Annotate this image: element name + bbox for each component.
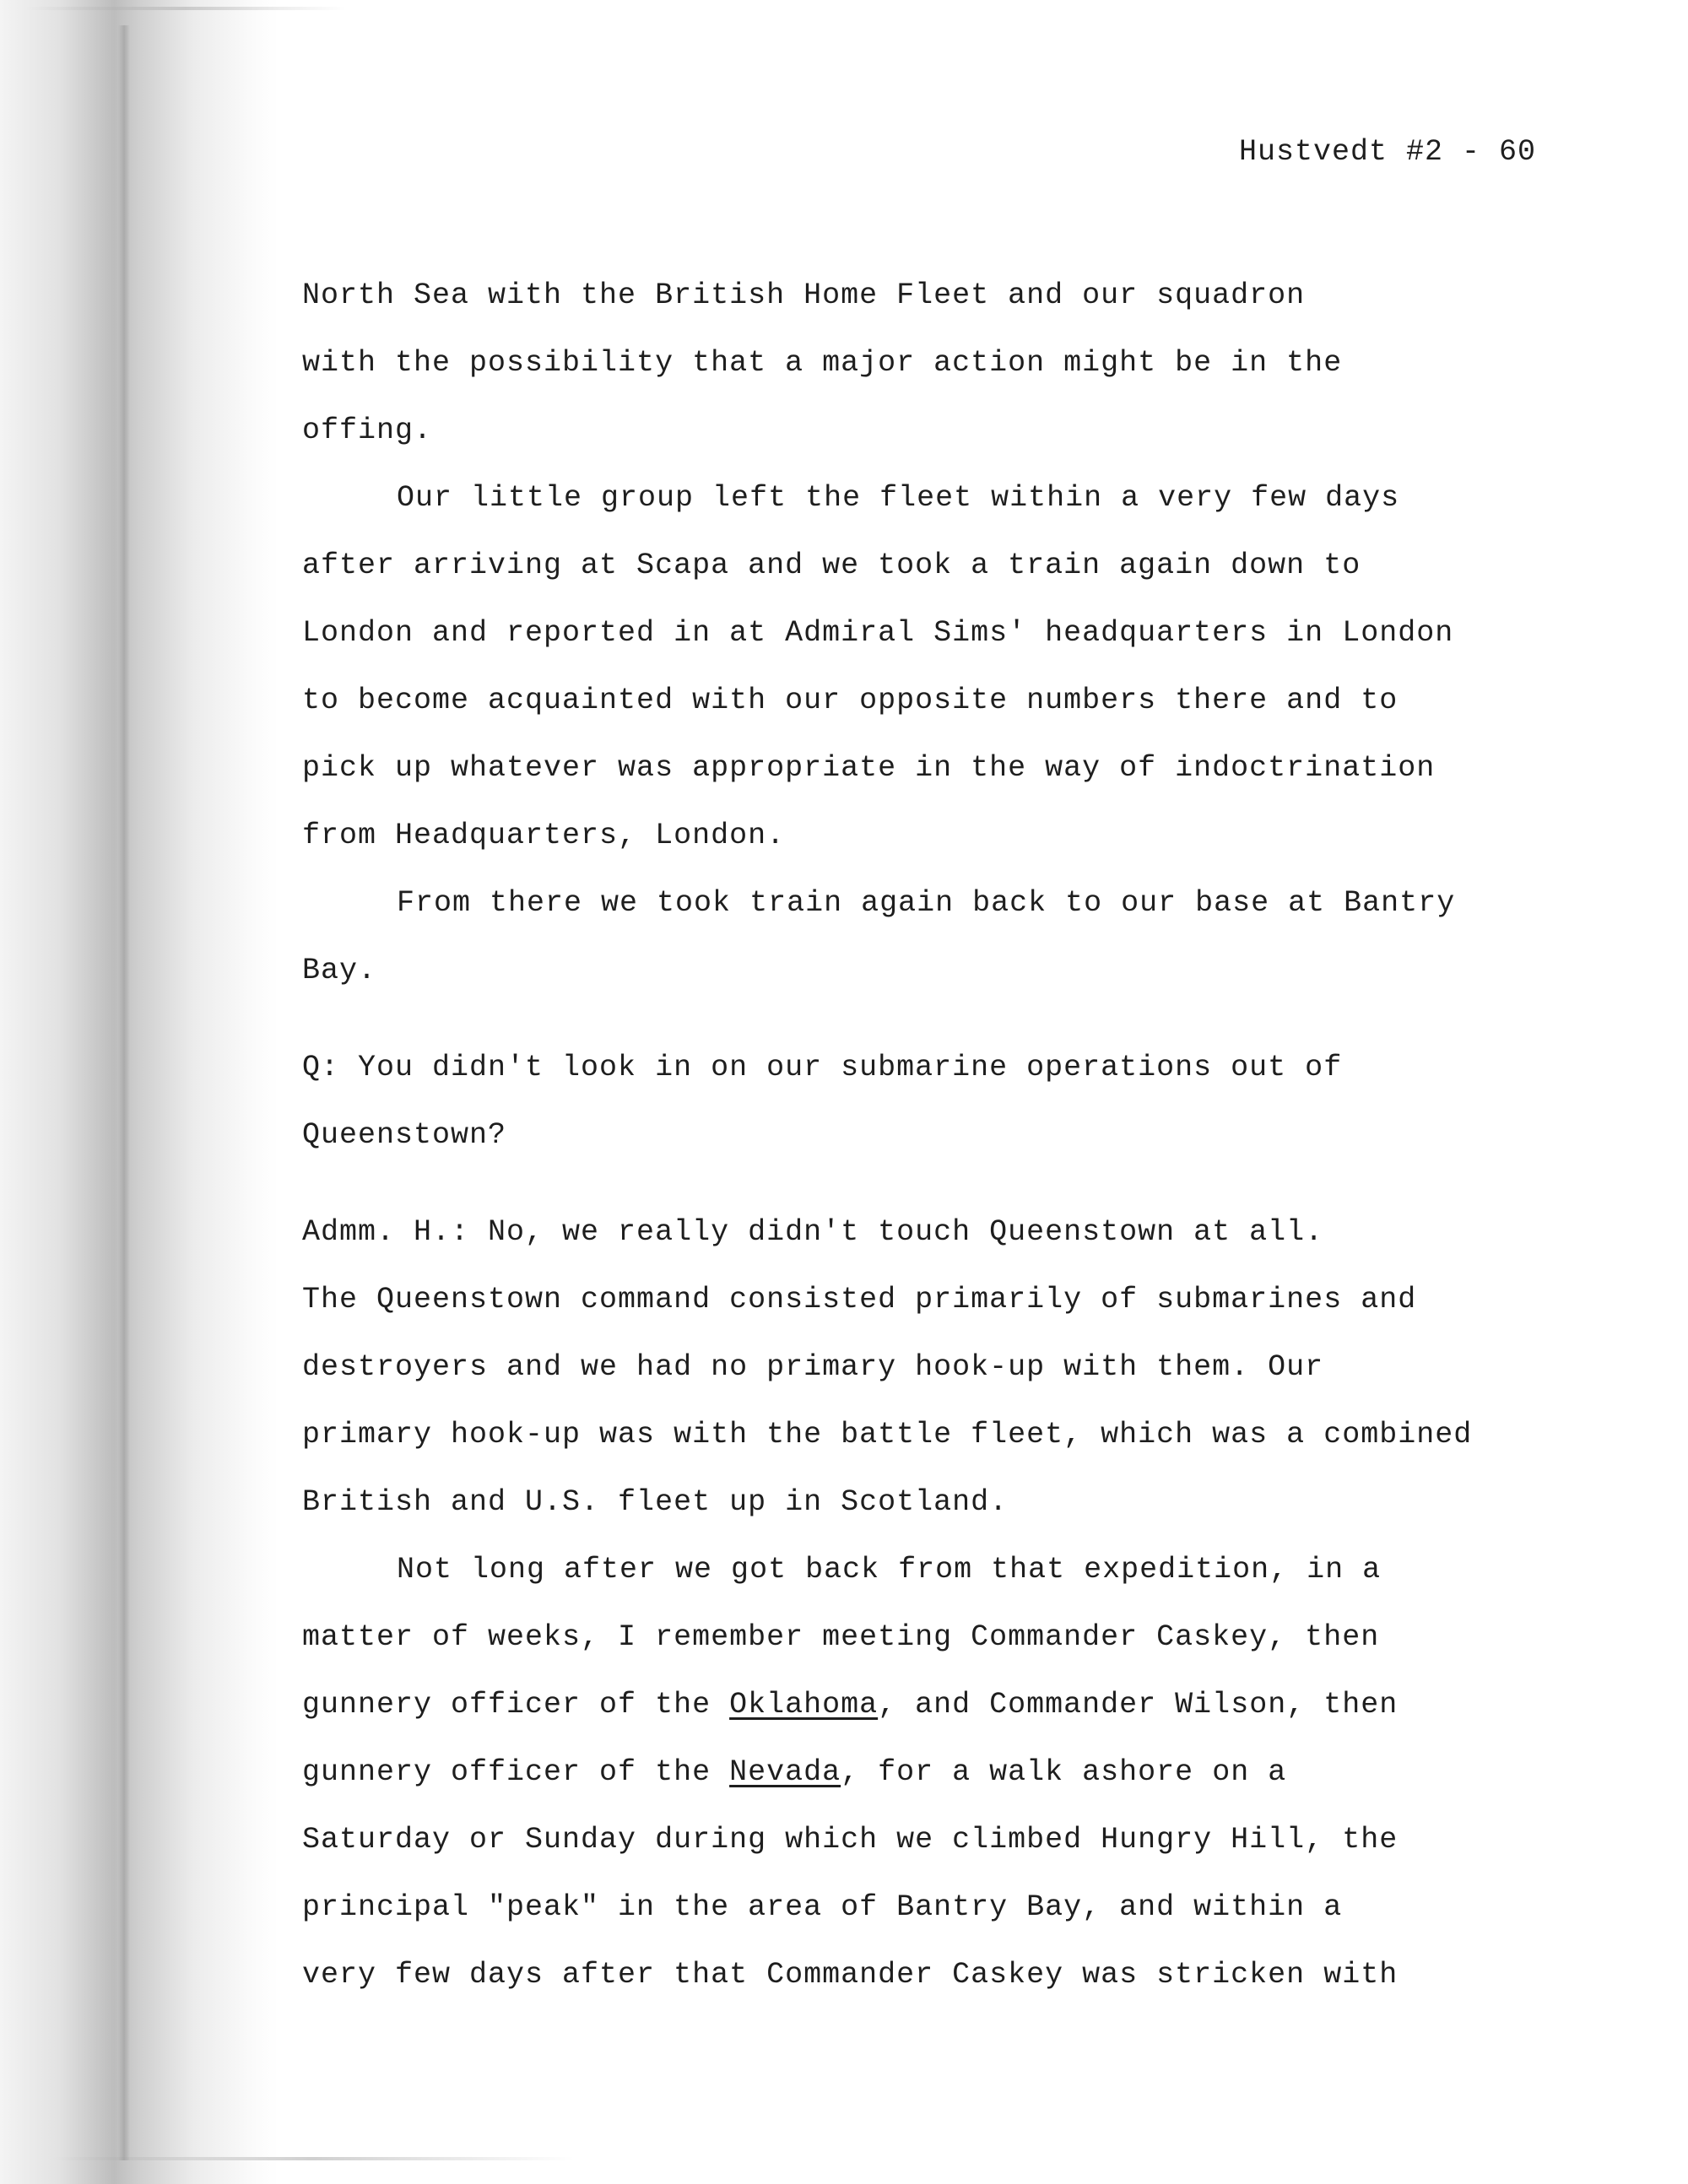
page-header: Hustvedt #2 - 60: [1238, 135, 1536, 169]
text-line: after arriving at Scapa and we took a train again down to: [302, 549, 1361, 582]
text-span: gunnery officer of the: [302, 1755, 730, 1789]
answer-line: destroyers and we had no primary hook-up with them. Our: [302, 1350, 1324, 1384]
text-line: from Headquarters, London.: [302, 819, 786, 852]
text-line: [302, 1755, 1568, 1789]
text-line: [302, 1688, 1568, 1722]
question-line: Queenstown?: [302, 1118, 507, 1152]
page-binding-shadow: [0, 0, 279, 2184]
text-line: Our little group left the fleet within a very few days: [397, 481, 1400, 515]
page-edge-bottom: [51, 2157, 574, 2160]
answer-line: primary hook-up was with the battle fleet, which was a combined: [302, 1418, 1473, 1451]
text-line: Bay.: [302, 954, 377, 987]
text-line: matter of weeks, I remember meeting Commander Caskey, then: [302, 1620, 1380, 1654]
answer-line: British and U.S. fleet up in Scotland.: [302, 1485, 1009, 1519]
text-line: North Sea with the British Home Fleet and our squadron: [302, 278, 1306, 312]
text-line: with the possibility that a major action might be in the: [302, 346, 1343, 380]
ship-name-oklahoma: Oklahoma: [729, 1688, 879, 1722]
text-line: From there we took train again back to our base at Bantry: [397, 886, 1456, 920]
text-line: Not long after we got back from that expedition, in a: [397, 1553, 1382, 1587]
ship-name-nevada: Nevada: [729, 1755, 841, 1789]
text-span: , for a walk ashore on a: [841, 1755, 1287, 1789]
text-line: pick up whatever was appropriate in the way of indoctrination: [302, 751, 1436, 785]
question-line: Q: You didn't look in on our submarine operations out of: [302, 1051, 1343, 1084]
answer-line: Admm. H.: No, we really didn't touch Queenstown at all.: [302, 1215, 1324, 1249]
text-span: , and Commander Wilson, then: [878, 1688, 1399, 1722]
page-edge-top: [25, 7, 346, 10]
answer-line: The Queenstown command consisted primarily of submarines and: [302, 1283, 1417, 1316]
text-span: gunnery officer of the: [302, 1688, 730, 1722]
text-line: to become acquainted with our opposite numbers there and to: [302, 684, 1399, 717]
text-line: very few days after that Commander Caskey was stricken with: [302, 1958, 1399, 1992]
text-line: principal "peak" in the area of Bantry Bay, and within a: [302, 1890, 1343, 1924]
text-line: London and reported in at Admiral Sims' headquarters in London: [302, 616, 1454, 650]
text-line: Saturday or Sunday during which we climbed Hungry Hill, the: [302, 1823, 1399, 1857]
text-line: offing.: [302, 414, 433, 447]
